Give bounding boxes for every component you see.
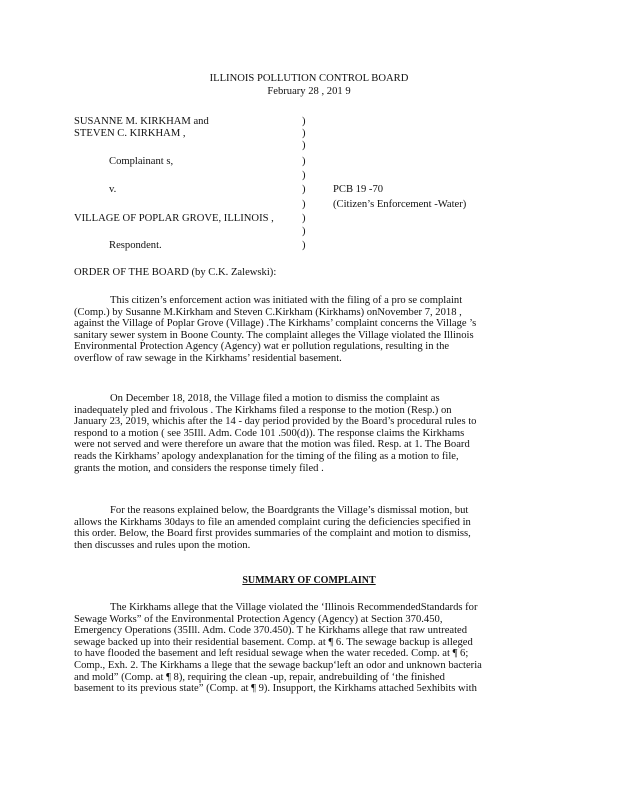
text-line: For the reasons explained below, the Boardgrants the Village’s dismissal motion, but [110, 505, 469, 516]
text-line: inadequately pled and frivolous . The Kirkhams filed a response to the motion (Resp.) on [74, 404, 452, 416]
paragraph-summary [74, 602, 529, 695]
caption-paren: ) [302, 240, 306, 251]
respondent-name: VILLAGE OF POPLAR GROVE, ILLINOIS , [74, 213, 274, 224]
text-line: This citizen’s enforcement action was initiated with the filing of a pro se complaint [110, 295, 463, 306]
text-line: this order. Below, the Board first provides summaries of the complaint and motion to dismiss, [74, 528, 471, 540]
caption-paren: ) [302, 156, 306, 167]
text-line: were not served and were therefore un aware that the motion was filed. Resp. at 1. The Board [74, 439, 470, 451]
text-line: and mold” (Comp. at ¶ 8), requiring the clean -up, repair, andrebuilding of ‘the finished [74, 671, 445, 683]
text-line: (Comp.) by Susanne M.Kirkham and Steven C.Kirkham (Kirkhams) onNovember 7, 2018 , [74, 306, 462, 318]
text-line: The Kirkhams allege that the Village violated the ‘Illinois RecommendedStandards for [110, 602, 478, 613]
order-attribution: ORDER OF THE BOARD (by C.K. Zalewski): [74, 267, 277, 278]
caption-paren: ) [302, 184, 306, 195]
text-line: against the Village of Poplar Grove (Village) .The Kirkhams’ complaint concerns the Village ’s [74, 318, 477, 330]
text-line: sanitary sewer system in Boone County. The complaint alleges the Village violated the Illinois [74, 329, 474, 341]
complainants-label: Complainant s, [109, 156, 174, 167]
text-line: Environmental Protection Agency (Agency) wat er pollution regulations, resulting in the [74, 341, 450, 353]
caption-paren: ) [302, 226, 306, 237]
caption-paren: ) [302, 213, 306, 224]
text-line: to have flooded the basement and left residual sewage when the water receded. Comp. at ¶ 6; [74, 648, 469, 660]
versus-label: v. [109, 184, 117, 195]
text-line: Sewage Works” of the Environmental Protection Agency (Agency) at Section 370.450, [74, 613, 443, 625]
text-line: Emergency Operations (35Ill. Adm. Code 370.450). T he Kirkhams allege that raw untreated [74, 625, 468, 637]
text-line: January 23, 2019, whichis after the 14 - day period provided by the Board’s procedural rules to [74, 416, 477, 428]
section-heading-summary: SUMMARY OF COMPLAINT [242, 575, 376, 586]
caption-paren: ) [302, 140, 306, 151]
complainant-name-2: STEVEN C. KIRKHAM , [74, 128, 186, 139]
paragraph-motion [74, 393, 529, 474]
board-title: ILLINOIS POLLUTION CONTROL BOARD [209, 73, 409, 84]
text-line: allows the Kirkhams 30days to file an amended complaint curing the deficiencies specified in [74, 516, 471, 528]
text-line: then discusses and rules upon the motion. [74, 539, 251, 551]
text-line: basement to its previous state” (Comp. at ¶ 9). Insupport, the Kirkhams attached 5exhibits with [74, 683, 477, 695]
caption-paren: ) [302, 199, 306, 210]
case-number: PCB 19 -70 [333, 184, 384, 195]
text-line: On December 18, 2018, the Village filed a motion to dismiss the complaint as [110, 393, 440, 404]
caption-paren: ) [302, 170, 306, 181]
text-line: respond to a motion ( see 35Ill. Adm. Code 101 .500(d)). The response claims the Kirkhams [74, 427, 465, 439]
case-type: (Citizen’s Enforcement -Water) [333, 199, 467, 210]
text-line: grants the motion, and considers the response timely filed . [74, 462, 324, 474]
text-line: Comp., Exh. 2. The Kirkhams a llege that the sewage backup‘left an odor and unknown bacteria [74, 659, 482, 671]
caption-paren: ) [302, 116, 306, 127]
complainant-name-1: SUSANNE M. KIRKHAM and [74, 116, 209, 127]
caption-paren: ) [302, 128, 306, 139]
text-line: sewage backed up into their residential basement. Comp. at ¶ 6. The sewage backup is alleged [74, 636, 473, 648]
text-line: overflow of raw sewage in the Kirkhams’ residential basement. [74, 352, 342, 364]
respondent-label: Respondent. [109, 240, 162, 251]
order-date: February 28 , 201 9 [267, 86, 351, 97]
text-line: reads the Kirkhams’ apology andexplanation for the timing of the filing as a motion to file, [74, 450, 459, 462]
paragraph-intro [74, 295, 529, 365]
paragraph-reasons [74, 505, 529, 551]
